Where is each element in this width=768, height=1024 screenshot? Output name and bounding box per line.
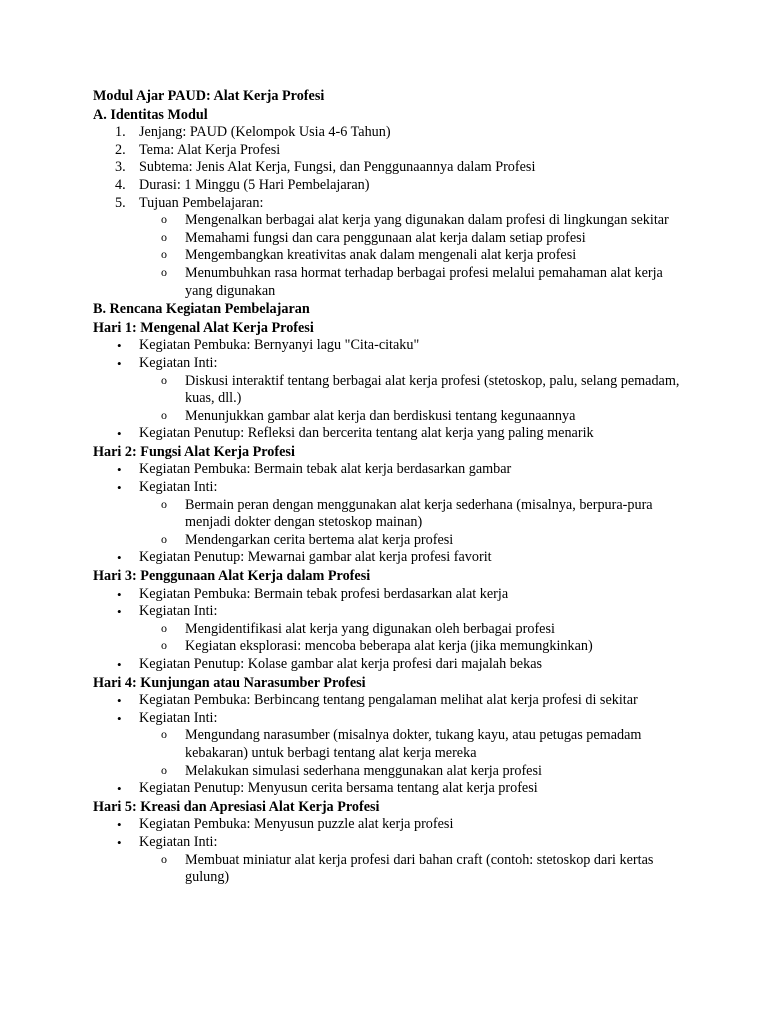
day-4-penutup (93, 780, 683, 798)
penutup-text: Kegiatan Penutup: Mewarnai gambar alat kerja profesi favorit (139, 549, 492, 566)
pembuka-text: Kegiatan Pembuka: Menyusun puzzle alat kerja profesi (139, 816, 454, 833)
list-item (93, 692, 683, 710)
circle-bullet-icon: o (161, 407, 167, 422)
day-2-heading: Hari 2: Fungsi Alat Kerja Profesi (93, 443, 295, 460)
day-1-inti-list (93, 373, 683, 426)
sub-item-text: Menumbuhkan rasa hormat terhadap berbagai profesi melalui pemahaman alat kerja yang digunakan (185, 264, 663, 299)
day-4-inti-list (93, 727, 683, 780)
disc-bullet-icon: • (117, 834, 122, 850)
document-page (93, 88, 683, 887)
day-2-penutup (93, 549, 683, 567)
inti-label: Kegiatan Inti: (139, 479, 218, 496)
circle-bullet-icon: o (161, 264, 167, 279)
identitas-list (93, 124, 683, 212)
sub-list-item (93, 230, 683, 248)
day-3-heading: Hari 3: Penggunaan Alat Kerja dalam Profesi (93, 568, 371, 585)
disc-bullet-icon: • (117, 657, 122, 672)
sub-item-text: Menunjukkan gambar alat kerja dan berdiskusi tentang kegunaannya (185, 407, 576, 424)
day-1-heading: Hari 1: Mengenal Alat Kerja Profesi (93, 319, 314, 336)
disc-bullet-icon: • (117, 586, 122, 602)
circle-bullet-icon: o (161, 212, 167, 227)
day-3-activities (93, 586, 683, 621)
list-number: 3. (115, 159, 126, 176)
list-item (93, 177, 683, 195)
list-item (93, 479, 683, 497)
list-item (93, 586, 683, 604)
list-item-text: Jenjang: PAUD (Kelompok Usia 4-6 Tahun) (139, 124, 391, 141)
sub-list-item (93, 373, 683, 408)
sub-item-text: Mendengarkan cerita bertema alat kerja profesi (185, 531, 454, 548)
circle-bullet-icon: o (161, 762, 167, 777)
day-5-activities (93, 816, 683, 851)
sub-list-item (93, 265, 683, 300)
section-b-heading: B. Rencana Kegiatan Pembelajaran (93, 301, 310, 318)
pembuka-text: Kegiatan Pembuka: Bermain tebak profesi berdasarkan alat kerja (139, 585, 509, 602)
list-item (93, 159, 683, 177)
list-number: 5. (115, 194, 126, 211)
sub-list-item (93, 497, 683, 532)
disc-bullet-icon: • (117, 604, 122, 620)
disc-bullet-icon: • (117, 693, 122, 709)
list-item-text: Durasi: 1 Minggu (5 Hari Pembelajaran) (139, 176, 370, 193)
list-item (93, 816, 683, 834)
disc-bullet-icon: • (117, 781, 122, 797)
circle-bullet-icon: o (161, 531, 167, 546)
pembuka-text: Kegiatan Pembuka: Bermain tebak alat kerja berdasarkan gambar (139, 461, 512, 478)
circle-bullet-icon: o (161, 638, 167, 653)
circle-bullet-icon: o (161, 372, 167, 387)
list-item-text: Tujuan Pembelajaran: (139, 194, 264, 211)
disc-bullet-icon: • (117, 338, 122, 354)
disc-bullet-icon: • (117, 817, 122, 833)
disc-bullet-icon: • (117, 710, 122, 726)
sub-list-item (93, 852, 683, 887)
list-item-text: Subtema: Jenis Alat Kerja, Fungsi, dan Penggunaannya dalam Profesi (139, 159, 536, 176)
penutup-text: Kegiatan Penutup: Kolase gambar alat kerja profesi dari majalah bekas (139, 656, 543, 672)
tujuan-list (93, 212, 683, 300)
section-a-heading: A. Identitas Modul (93, 106, 208, 123)
list-item (93, 780, 683, 798)
disc-bullet-icon: • (117, 480, 122, 496)
day-5-heading: Hari 5: Kreasi dan Apresiasi Alat Kerja Profesi (93, 798, 380, 815)
disc-bullet-icon: • (117, 355, 122, 371)
list-item (93, 142, 683, 160)
day-1-penutup (93, 425, 683, 443)
list-number: 1. (115, 124, 126, 141)
list-item (93, 195, 683, 213)
inti-label: Kegiatan Inti: (139, 354, 218, 371)
circle-bullet-icon: o (161, 496, 167, 511)
list-item (93, 834, 683, 852)
inti-label: Kegiatan Inti: (139, 603, 218, 620)
day-3-penutup (93, 656, 683, 674)
sub-item-text: Mengembangkan kreativitas anak dalam mengenali alat kerja profesi (185, 247, 577, 264)
day-4-heading: Hari 4: Kunjungan atau Narasumber Profesi (93, 674, 366, 691)
sub-list-item (93, 532, 683, 550)
sub-list-item (93, 727, 683, 762)
list-number: 2. (115, 141, 126, 158)
list-item (93, 425, 683, 443)
circle-bullet-icon: o (161, 851, 167, 866)
sub-item-text: Kegiatan eksplorasi: mencoba beberapa alat kerja (jika memungkinkan) (185, 638, 593, 655)
sub-item-text: Memahami fungsi dan cara penggunaan alat kerja dalam setiap profesi (185, 229, 586, 246)
list-item-text: Tema: Alat Kerja Profesi (139, 141, 281, 158)
pembuka-text: Kegiatan Pembuka: Bernyanyi lagu "Cita-citaku" (139, 337, 420, 354)
list-item (93, 124, 683, 142)
penutup-text: Kegiatan Penutup: Refleksi dan bercerita tentang alat kerja yang paling menarik (139, 425, 594, 442)
sub-item-text: Mengenalkan berbagai alat kerja yang digunakan dalam profesi di lingkungan sekitar (185, 212, 669, 229)
sub-list-item (93, 247, 683, 265)
day-3-inti-list (93, 621, 683, 656)
list-item (93, 461, 683, 479)
day-4-activities (93, 692, 683, 727)
list-item (93, 337, 683, 355)
day-2-inti-list (93, 497, 683, 550)
list-number: 4. (115, 176, 126, 193)
list-item (93, 603, 683, 621)
list-item (93, 710, 683, 728)
day-1-activities (93, 337, 683, 372)
list-item (93, 656, 683, 674)
sub-item-text: Diskusi interaktif tentang berbagai alat kerja profesi (stetoskop, palu, selang pemadam, kuas, dll.) (185, 372, 680, 407)
sub-item-text: Mengundang narasumber (misalnya dokter, tukang kayu, atau petugas pemadam kebakaran) untuk berbagi tentang alat kerja mereka (185, 727, 642, 761)
circle-bullet-icon: o (161, 620, 167, 635)
sub-item-text: Membuat miniatur alat kerja profesi dari bahan craft (contoh: stetoskop dari kertas gulung) (185, 851, 654, 886)
disc-bullet-icon: • (117, 550, 122, 566)
circle-bullet-icon: o (161, 727, 167, 742)
sub-list-item (93, 408, 683, 426)
circle-bullet-icon: o (161, 247, 167, 262)
sub-list-item (93, 638, 683, 656)
sub-list-item (93, 763, 683, 781)
sub-item-text: Melakukan simulasi sederhana menggunakan alat kerja profesi (185, 762, 542, 779)
circle-bullet-icon: o (161, 229, 167, 244)
document-title: Modul Ajar PAUD: Alat Kerja Profesi (93, 88, 325, 104)
disc-bullet-icon: • (117, 462, 122, 478)
sub-list-item (93, 212, 683, 230)
list-item (93, 355, 683, 373)
sub-list-item (93, 621, 683, 639)
list-item (93, 549, 683, 567)
sub-item-text: Bermain peran dengan menggunakan alat kerja sederhana (misalnya, berpura-pura menjadi dokter dengan stetoskop mainan) (185, 496, 653, 531)
pembuka-text: Kegiatan Pembuka: Berbincang tentang pengalaman melihat alat kerja profesi di sekitar (139, 692, 638, 709)
penutup-text: Kegiatan Penutup: Menyusun cerita bersama tentang alat kerja profesi (139, 780, 538, 797)
day-2-activities (93, 461, 683, 496)
sub-item-text: Mengidentifikasi alat kerja yang digunakan oleh berbagai profesi (185, 620, 555, 637)
disc-bullet-icon: • (117, 426, 122, 442)
inti-label: Kegiatan Inti: (139, 709, 218, 726)
day-5-inti-list (93, 852, 683, 887)
inti-label: Kegiatan Inti: (139, 833, 218, 850)
